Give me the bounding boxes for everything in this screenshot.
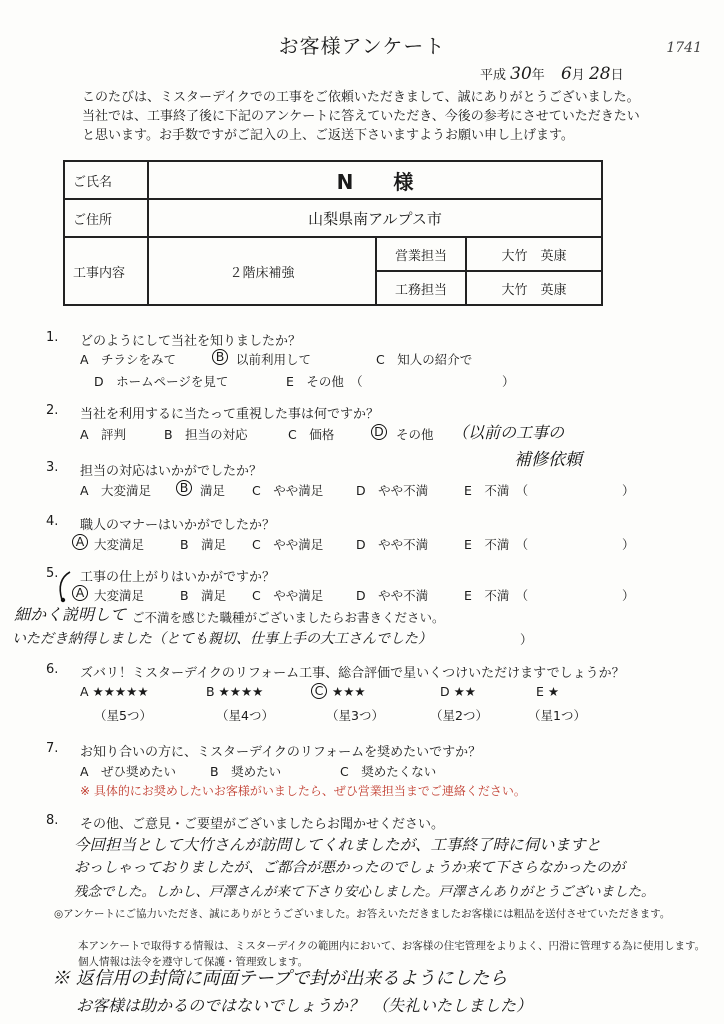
q4-number: 4. <box>46 514 59 529</box>
q7-note: ※ 具体的にお奨めしたいお客様がいましたら、ぜひ営業担当までご連絡ください。 <box>80 784 526 798</box>
sales-value: 大竹 英康 <box>466 237 602 271</box>
q1-option-a: A チラシをみて <box>80 352 177 367</box>
customer-info-table <box>63 160 603 306</box>
q5-option-d: D やや不満 <box>356 588 429 603</box>
q2-option-a: A 評判 <box>80 427 127 442</box>
intro-line: 当社では、工事終了後に下記のアンケートに答えていただき、今後の参考にさせていただきたい <box>82 109 640 124</box>
intro-line: このたびは、ミスターデイクでの工事をご依頼いただきまして、誠にありがとうございました。 <box>82 90 640 105</box>
q4-option-a-circled: A <box>72 534 88 550</box>
sales-label: 営業担当 <box>376 237 466 271</box>
q5-option-b: B 満足 <box>180 588 227 603</box>
q6-sub-a: （星5つ） <box>94 708 152 723</box>
q5-option-a-circled: A <box>72 585 88 601</box>
q7-option-b: B 奨めたい <box>210 764 282 779</box>
date-era: 平成 <box>480 68 507 83</box>
date-year: 30 <box>510 64 532 84</box>
q6-sub-b: （星4つ） <box>216 708 274 723</box>
q5-text: 工事の仕上がりはいかがですか？ <box>80 570 276 585</box>
q3-option-d: D やや不満 <box>356 483 429 498</box>
footer-privacy-line: 本アンケートで取得する情報は、ミスターデイクの範囲内において、お客様の住宅管理をよりよく、円滑に管理する為に使用します。 <box>78 940 706 952</box>
q2-option-d-circled: D <box>371 424 387 440</box>
q5-option-a-label: 大変満足 <box>94 588 145 603</box>
q4-option-e: E 不満 （ <box>464 537 529 552</box>
q5-sub-question: ご不満を感じた職種がございましたらお書きください。 <box>132 610 445 625</box>
works-label: 工務担当 <box>376 271 466 305</box>
name-label: ご氏名 <box>64 161 148 199</box>
q3-option-a: A 大変満足 <box>80 483 152 498</box>
work-label: 工事内容 <box>64 237 148 305</box>
q3-text: 担当の対応はいかがでしたか？ <box>80 464 263 479</box>
intro-text <box>82 88 692 145</box>
q4-text: 職人のマナーはいかがでしたか？ <box>80 518 276 533</box>
q6-option-d: D ★★ <box>440 684 477 699</box>
q4-option-d: D やや不満 <box>356 537 429 552</box>
q3-option-b-circled: B <box>176 480 192 496</box>
q8-handwritten-line: おっしゃっておりましたが、ご都合が悪かったのでしょうか来て下さらなかったのが <box>74 860 625 876</box>
q6-option-c-circled: C <box>311 683 327 699</box>
name-value: N 様 <box>148 161 602 199</box>
q3-option-b-label: 満足 <box>200 483 226 498</box>
q2-option-d-label: その他 <box>396 427 434 442</box>
q1-option-b-circled: B <box>212 349 228 365</box>
q1-option-c: C 知人の紹介で <box>376 352 473 367</box>
date-year-unit: 年 <box>531 68 545 83</box>
q6-number: 6. <box>46 662 59 677</box>
page-title: お客様アンケート <box>278 34 446 58</box>
q3-option-c: C やや満足 <box>252 483 324 498</box>
q6-sub-e: （星1つ） <box>528 708 586 723</box>
q4-option-c: C やや満足 <box>252 537 324 552</box>
q6-sub-c: （星3つ） <box>326 708 384 723</box>
q4-option-b: B 満足 <box>180 537 227 552</box>
q8-handwritten-line: 残念でした。しかし、戸澤さんが来て下さり安心しました。戸澤さんありがとうございました。 <box>74 884 655 900</box>
q7-option-a: A ぜひ奨めたい <box>80 764 177 779</box>
work-value: ２階床補強 <box>148 237 376 305</box>
q5-option-e-close: ） <box>622 588 635 603</box>
address-value: 山梨県南アルプス市 <box>148 199 602 237</box>
q6-sub-d: （星2つ） <box>430 708 488 723</box>
q5-number: 5. <box>46 566 59 581</box>
footer-handwritten-line: お客様は助かるのではないでしょうか？ （失礼いたしました） <box>76 996 533 1015</box>
q4-option-a-label: 大変満足 <box>94 537 145 552</box>
q3-option-e-close: ） <box>622 483 635 498</box>
intro-line: と思います。お手数ですがご記入の上、ご返送下さいますようお願い申し上げます。 <box>82 128 574 143</box>
q5-handwritten-1: 細かく説明して <box>14 605 127 624</box>
q7-option-c: C 奨めたくない <box>340 764 437 779</box>
q2-handwritten-1: （以前の工事の <box>452 423 565 442</box>
q6-option-e: E ★ <box>536 684 560 699</box>
q1-option-d: D ホームページを見て <box>94 374 229 389</box>
works-value: 大竹 英康 <box>466 271 602 305</box>
q3-number: 3. <box>46 460 59 475</box>
q1-number: 1. <box>46 330 59 345</box>
q1-option-b-label: 以前利用して <box>236 352 312 367</box>
q8-number: 8. <box>46 813 59 828</box>
date-month-unit: 月 <box>571 68 585 83</box>
q2-option-c: C 価格 <box>288 427 335 442</box>
q2-option-b: B 担当の対応 <box>164 427 248 442</box>
footer-privacy-line: 個人情報は法令を遵守して保護・管理致します。 <box>78 956 309 968</box>
q2-number: 2. <box>46 403 59 418</box>
q8-text: その他、ご意見・ご要望がございましたらお聞かせください。 <box>80 817 445 832</box>
q5-sub-close: ） <box>520 632 533 647</box>
date-month: 6 <box>560 64 572 84</box>
q4-option-e-close: ） <box>622 537 635 552</box>
q6-option-b: B ★★★★ <box>206 684 264 699</box>
q1-text: どのようにして当社を知りましたか？ <box>80 334 302 349</box>
footer-thanks: ◎アンケートにご協力いただき、誠にありがとうございました。お答えいただきましたお客様には粗品を送付させていただきます。 <box>54 908 671 920</box>
q5-option-e: E 不満 （ <box>464 588 529 603</box>
date <box>480 64 624 84</box>
q7-text: お知り合いの方に、ミスターデイクのリフォームを奨めたいですか？ <box>80 745 482 760</box>
date-day-unit: 日 <box>610 68 624 83</box>
q5-option-c: C やや満足 <box>252 588 324 603</box>
q1-option-e: E その他 （ <box>286 374 363 389</box>
q5-handwritten-2: いただき納得しました（とても親切、仕事上手の大工さんでした） <box>12 631 432 647</box>
address-label: ご住所 <box>64 199 148 237</box>
q6-option-a: A ★★★★★ <box>80 684 149 699</box>
q6-option-c-stars: ★★★ <box>332 684 366 699</box>
q6-text: ズバリ！ミスターデイクのリフォーム工事、総合評価で星いくつけいただけますでしょうか？ <box>80 666 625 681</box>
q2-text: 当社を利用するに当たって重視した事は何ですか？ <box>80 407 380 422</box>
q7-number: 7. <box>46 741 59 756</box>
q2-handwritten-2: 補修依頼 <box>514 450 582 470</box>
q8-handwritten-line: 今回担当として大竹さんが訪問してくれましたが、工事終了時に伺いますと <box>74 836 602 854</box>
footer-handwritten-line: ※ 返信用の封筒に両面テープで封が出来るようにしたら <box>52 968 508 989</box>
q3-option-e: E 不満 （ <box>464 483 529 498</box>
q1-option-e-close: ） <box>502 374 515 389</box>
date-day: 28 <box>588 64 611 84</box>
corner-mark: 1741 <box>666 40 702 56</box>
